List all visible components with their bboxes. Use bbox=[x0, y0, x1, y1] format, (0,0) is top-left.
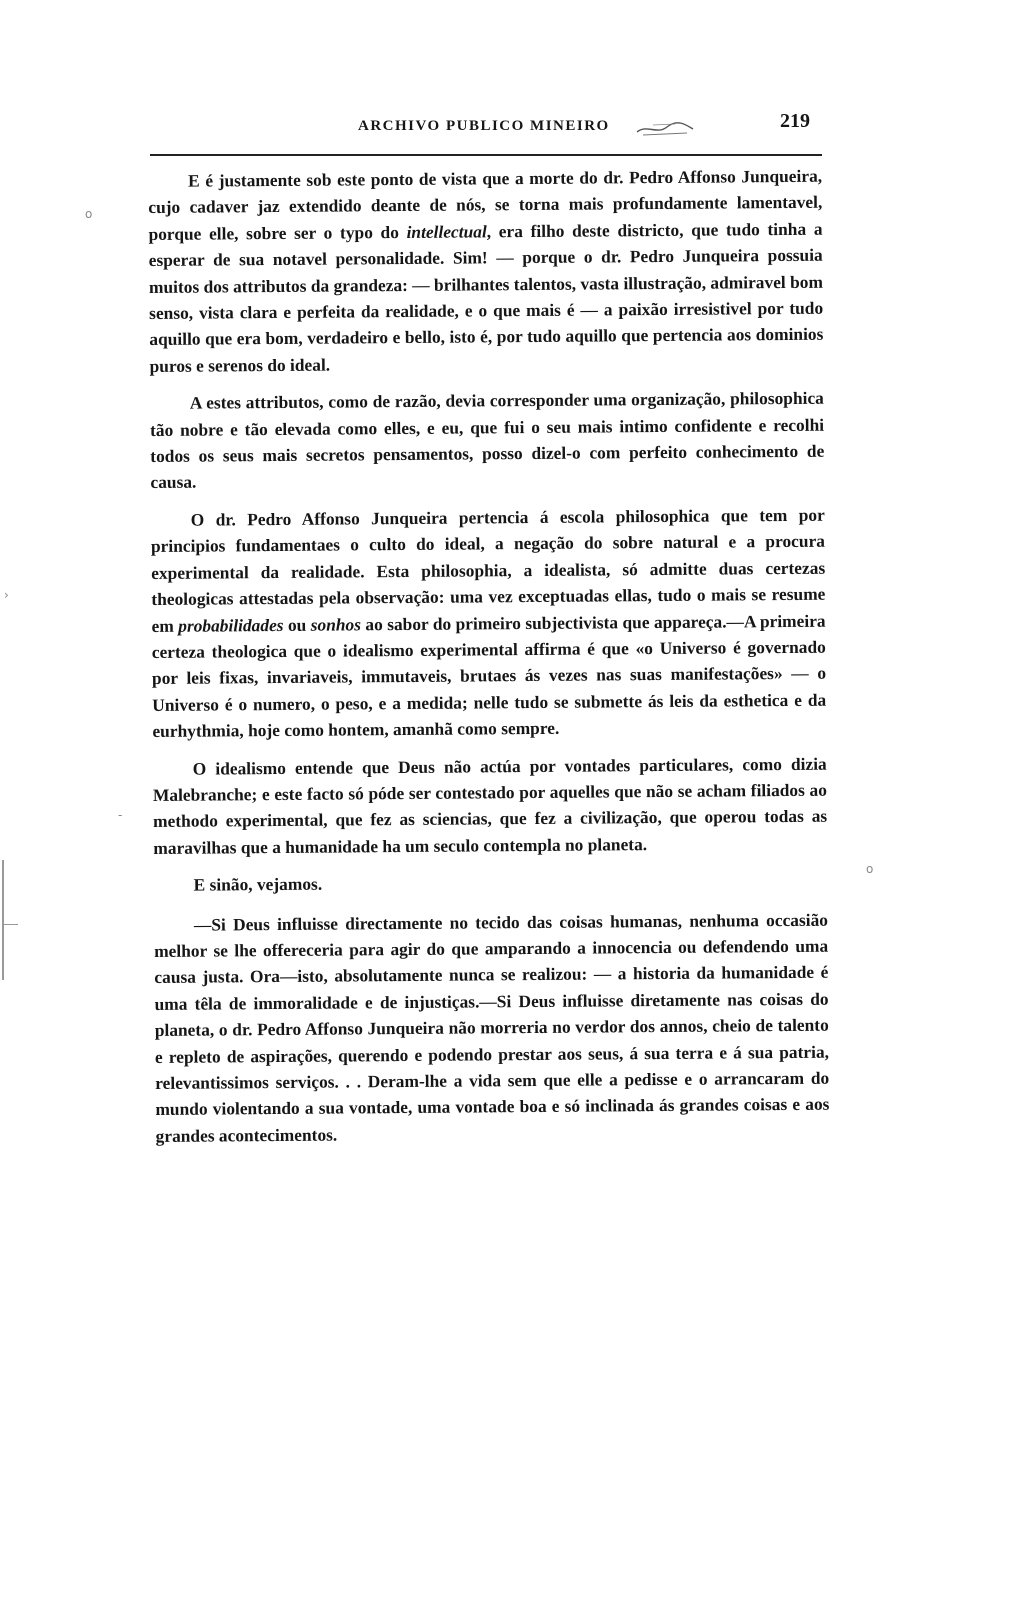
text-run: E sinão, vejamos. bbox=[193, 873, 323, 895]
margin-speck: o bbox=[866, 862, 874, 876]
running-head bbox=[150, 108, 820, 148]
margin-speck: o bbox=[85, 207, 93, 221]
text-run: A estes attributos, como de razão, devia corresponder uma organização, philosophica tão nobre e tão elevada como elles, e eu, que fui o seu mais intimo confidente e recolhi todos os seus mais secretos pensamentos, posso dizel-o com perfeito conhecimento de causa. bbox=[149, 387, 825, 493]
scan-edge-mark bbox=[2, 924, 18, 925]
paragraph bbox=[150, 385, 825, 496]
article-body bbox=[148, 163, 830, 1160]
page-number: 219 bbox=[780, 110, 810, 132]
paragraph bbox=[154, 906, 830, 1149]
header-rule bbox=[150, 154, 822, 156]
margin-speck: › bbox=[4, 588, 9, 602]
journal-title: ARCHIVO PUBLICO MINEIRO bbox=[358, 118, 610, 134]
italic-term: probabilidades bbox=[178, 614, 284, 636]
paragraph bbox=[153, 750, 828, 861]
italic-term: sonhos bbox=[310, 613, 362, 635]
text-run: , era filho deste districto, que tudo tinha a esperar de sua notavel personalidade. Sim! — porque o dr. Pedro Junqueira possuia muitos dos attributos da grandeza: — brilhantes talentos, vasta illustração, admiravel bom senso, vista clara e perfeita da realidade, e o que mais é — a paixão irresistivel por tudo aquillo que era bom, verdadeiro e bello, isto é, por tudo aquillo que pertencia aos dominios puros e serenos do ideal. bbox=[148, 218, 824, 376]
paragraph bbox=[151, 502, 827, 745]
paragraph bbox=[154, 867, 828, 899]
text-run: O dr. Pedro Affonso Junqueira pertencia á escola philosophica que tem por principios fundamentaes o culto do ideal, a negação do sobre natural e a procura experimental da realidade. Esta philosophia, a idealista, só admitte duas certezas theologicas attestadas pela observação: uma vez exceptuadas ellas, tudo o mais se resume em bbox=[150, 504, 826, 636]
text-run: ou bbox=[283, 614, 311, 635]
italic-term: intellectual bbox=[406, 221, 487, 242]
paragraph bbox=[148, 163, 824, 380]
text-run: E é justamente sob este ponto de vista que a morte do dr. Pedro Affonso Junqueira, cujo cadaver jaz extendido deante de nós, se torna mais profundamente lamentavel, porque elle, sobre ser o typo do bbox=[148, 165, 823, 244]
text-run: ao sabor do primeiro subjectivista que appareça.—A primeira certeza theologica que o idealismo experimental affirma é que «o Universo é governado por leis fixas, invariaveis, immutaveis, brutaes ás vezes nas suas manifestações» — o Universo é o numero, o peso, e a medida; nelle tudo se submette ás leis da esthetica e da eurhythmia, hoje como hontem, amanhã como sempre. bbox=[151, 610, 827, 742]
text-run: —Si Deus influisse directamente no tecido das coisas humanas, nenhuma occasião melhor se lhe offereceria para agir do que amparando a innocencia ou defendendo uma causa justa. Ora—isto, absolutamente nunca se realizou: — a historia da humanidade é uma têla de immoralidade e de injustiças.—Si Deus influisse diretamente nas coisas do planeta, o dr. Pedro Affonso Junqueira não morreria no verdor dos annos, cheio de talento e repleto de aspirações, querendo e podendo prestar aos seus, á sua terra e á sua patria, relevantissimos serviços. . . Deram-lhe a vida sem que elle a pedisse e o arrancaram do mundo violentando a sua vontade, uma vontade boa e só inclinada ás grandes coisas e aos grandes acontecimentos. bbox=[154, 909, 830, 1146]
margin-speck: - bbox=[118, 808, 123, 822]
text-run: O idealismo entende que Deus não actúa por vontades particulares, como dizia Malebranche; e este facto só póde ser contestado por aquelles que não se acham filiados ao methodo experimental, que fez as sciencias, que fez a civilização, que operou todas as maravilhas que a humanidade ha um seculo contempla no planeta. bbox=[152, 753, 828, 858]
printer-ornament-icon bbox=[635, 120, 695, 138]
scan-edge-mark bbox=[2, 860, 4, 980]
